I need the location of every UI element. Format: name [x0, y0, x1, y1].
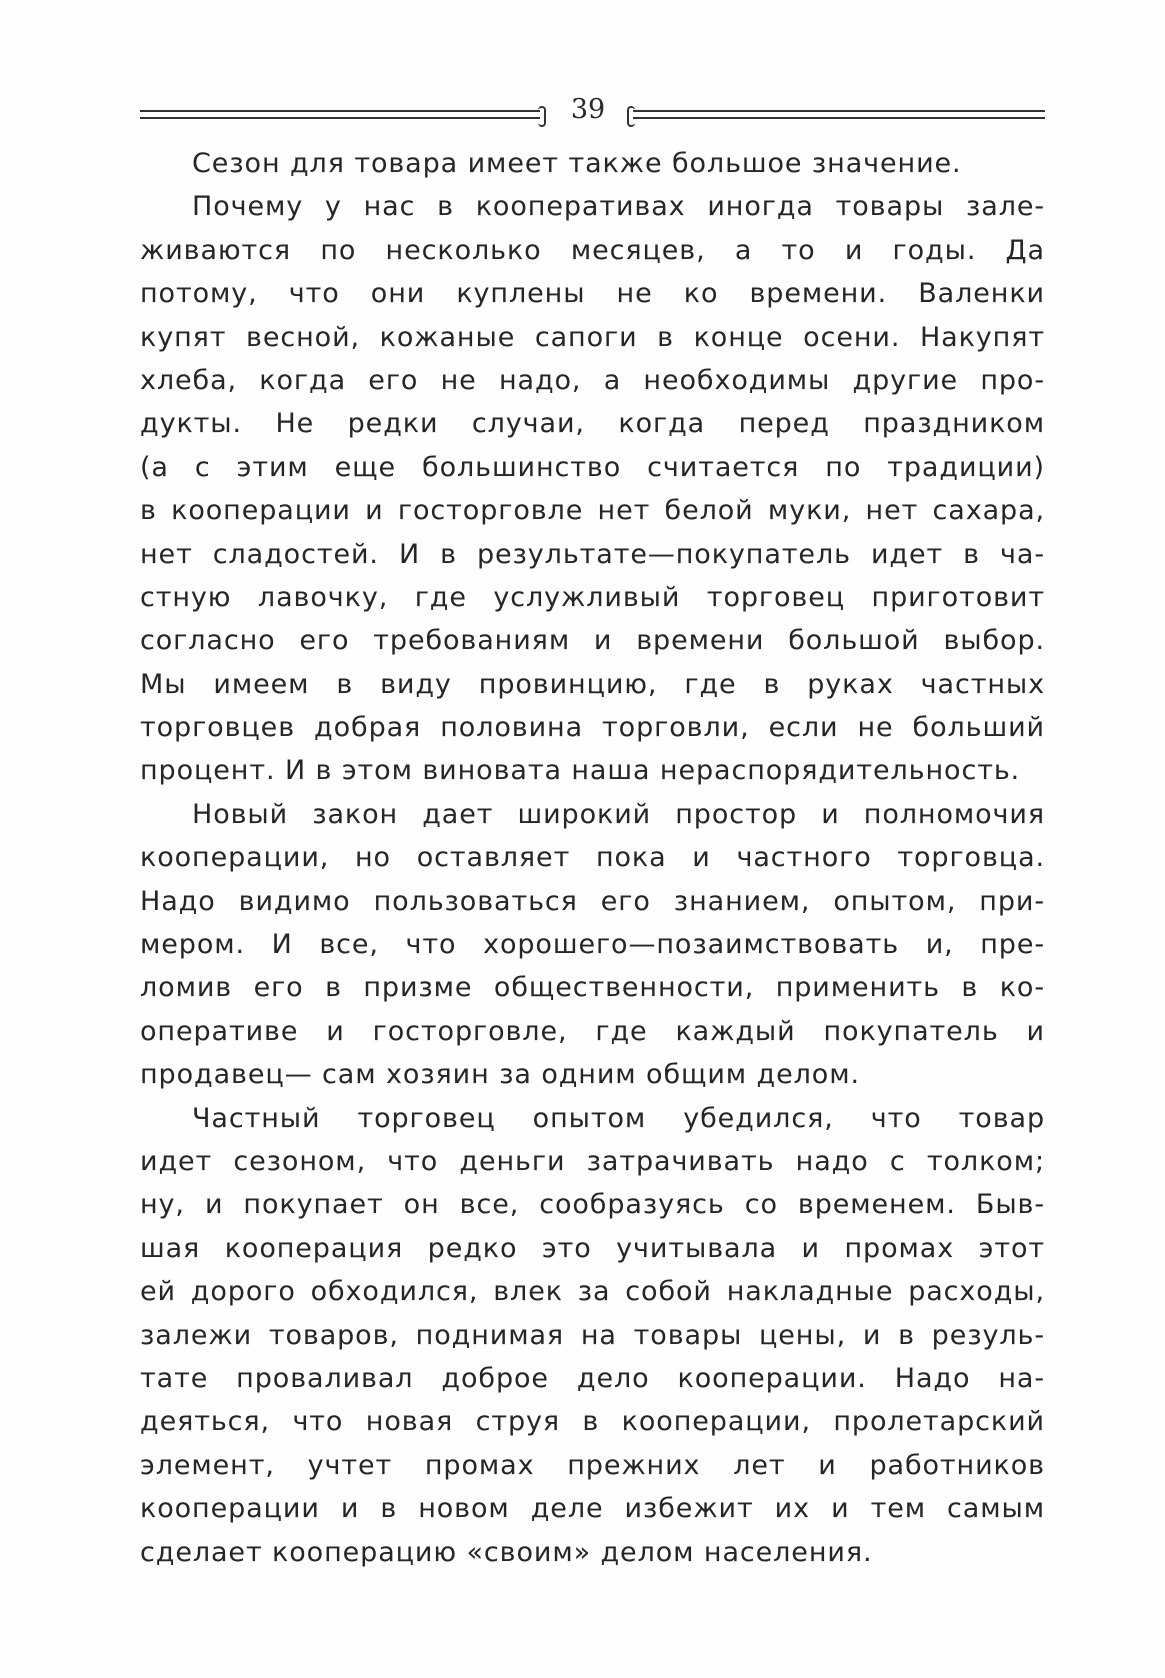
text-line: ну, и покупает он все, сообразуясь со временем. Быв- — [140, 1189, 1045, 1221]
text-line: идет сезоном, что деньги затрачивать надо с толком; — [140, 1145, 1045, 1177]
text-line: дукты. Не редки случаи, когда перед праздником — [140, 408, 1045, 440]
text-line: мером. И все, что хорошего—позаимствовать и, пре- — [140, 929, 1045, 961]
text-line: кооперации, но оставляет пока и частного торговца. — [140, 842, 1045, 874]
body-text — [140, 142, 1045, 1574]
text-line: стную лавочку, где услужливый торговец приготовит — [140, 581, 1045, 613]
text-line: шая кооперация редко это учитывала и промах этот — [140, 1232, 1045, 1264]
page-number: 39 — [570, 94, 606, 125]
text-line: элемент, учтет промах прежних лет и работников — [140, 1449, 1045, 1481]
text-line: живаются по несколько месяцев, а то и годы. Да — [140, 234, 1045, 266]
text-line: хлеба, когда его не надо, а необходимы другие про- — [140, 364, 1045, 396]
text-line: нет сладостей. И в результате—покупатель идет в ча- — [140, 538, 1045, 570]
text-line: кооперации и в новом деле избежит их и тем самым — [140, 1493, 1045, 1525]
text-line: торговцев добрая половина торговли, если не больший — [140, 712, 1045, 744]
text-line: в кооперации и госторговле нет белой муки, нет сахара, — [140, 495, 1045, 527]
text-line: сделает кооперацию «своим» делом населения. — [140, 1536, 873, 1568]
text-line: Надо видимо пользоваться его знанием, опытом, при- — [140, 885, 1045, 917]
text-line: продавец— сам хозяин за одним общим делом. — [140, 1059, 860, 1091]
text-line: тате проваливал доброе дело кооперации. Надо на- — [140, 1362, 1045, 1394]
page-header — [140, 92, 1045, 132]
text-line: Новый закон дает широкий простор и полномочия — [192, 798, 1045, 830]
text-line: Мы имеем в виду провинцию, где в руках частных — [140, 668, 1045, 700]
text-line: купят весной, кожаные сапоги в конце осени. Накупят — [140, 321, 1045, 353]
text-line: согласно его требованиям и времени большой выбор. — [140, 625, 1045, 657]
text-line: Сезон для товара имеет также большое значение. — [192, 148, 962, 179]
text-line: Почему у нас в кооперативах иногда товары зале- — [192, 191, 1045, 223]
text-line: деяться, что новая струя в кооперации, пролетарский — [140, 1406, 1045, 1438]
text-line: (а с этим еще большинство считается по традиции) — [140, 451, 1045, 483]
text-line: процент. И в этом виновата наша нераспорядительность. — [140, 755, 1021, 787]
text-line: Частный торговец опытом убедился, что товар — [192, 1102, 1045, 1134]
text-line: оперативе и госторговле, где каждый покупатель и — [140, 1015, 1045, 1047]
text-line: ломив его в призме общественности, применить в ко- — [140, 972, 1045, 1004]
text-line: потому, что они куплены не ко времени. Валенки — [140, 278, 1045, 310]
text-line: залежи товаров, поднимая на товары цены, и в резуль- — [140, 1319, 1045, 1351]
header-rule-left — [140, 110, 540, 119]
text-line: ей дорого обходился, влек за собой накладные расходы, — [140, 1276, 1045, 1308]
header-rule-right — [633, 110, 1045, 119]
